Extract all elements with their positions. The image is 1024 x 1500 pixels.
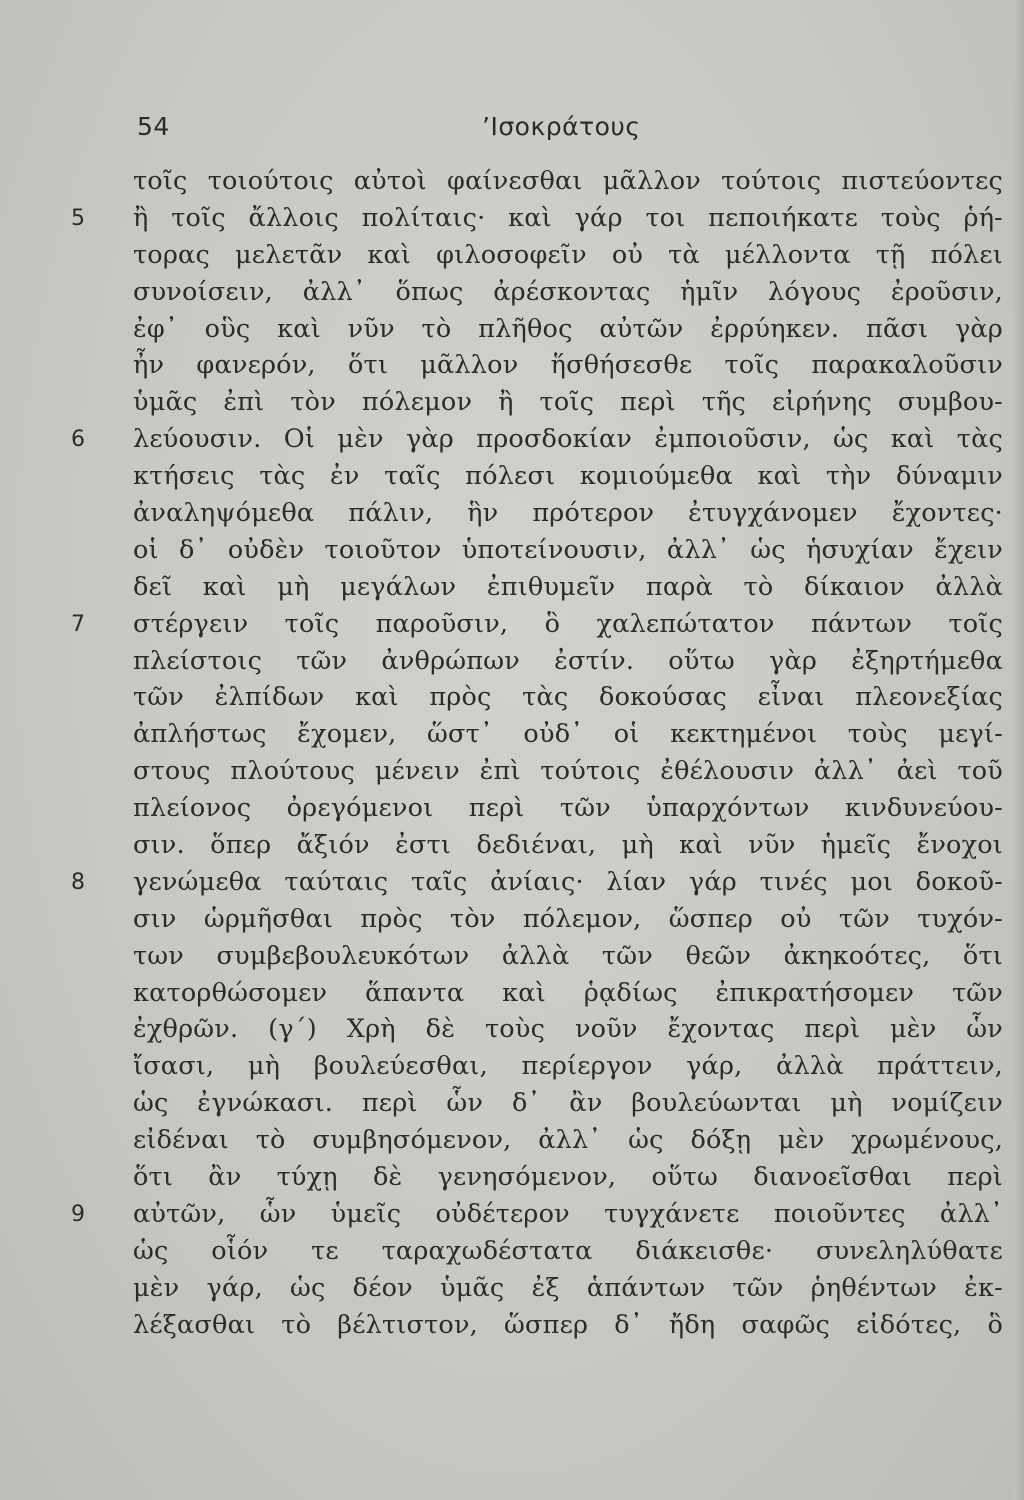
text-line — [0, 1232, 1024, 1269]
line-text: εἰδέναι τὸ συμβησόμενον, ἀλλ᾽ ὡς δόξῃ μὲν χρωμένους, — [133, 1125, 1003, 1156]
line-text: γενώμεθα ταύταις ταῖς ἀνίαις· λίαν γάρ τινές μοι δοκοῦ- — [133, 866, 1003, 897]
line-text: οἱ δ᾽ οὐδὲν τοιοῦτον ὑποτείνουσιν, ἀλλ᾽ ὡς ἡσυχίαν ἔχειν — [133, 534, 1003, 565]
line-text: ἐφ᾽ οὓς καὶ νῦν τὸ πλῆθος αὐτῶν ἐρρύηκεν. πᾶσι γὰρ — [133, 313, 1003, 344]
line-text: σιν. ὅπερ ἄξιόν ἐστι δεδιέναι, μὴ καὶ νῦν ἡμεῖς ἔνοχοι — [133, 830, 1003, 861]
section-number: 6 — [71, 427, 85, 453]
text-line — [0, 1269, 1024, 1306]
running-title: ’Ισοκράτους — [482, 112, 641, 141]
line-text: ὡς ἐγνώκασι. περὶ ὧν δ᾽ ἂν βουλεύωνται μὴ νομίζειν — [133, 1088, 1003, 1119]
text-line — [0, 568, 1024, 605]
line-text: ὅτι ἂν τύχῃ δὲ γενησόμενον, οὕτω διανοεῖσθαι περὶ — [133, 1162, 1003, 1193]
line-text: τοῖς τοιούτοις αὐτοὶ φαίνεσθαι μᾶλλον τούτοις πιστεύοντες — [133, 166, 1003, 196]
section-number: 9 — [71, 1201, 85, 1227]
text-line — [0, 863, 1024, 900]
section-number: 7 — [71, 611, 85, 637]
text-line — [0, 678, 1024, 715]
text-line — [0, 494, 1024, 531]
text-line — [0, 752, 1024, 789]
line-text: ἐχθρῶν. (γ΄) Χρὴ δὲ τοὺς νοῦν ἔχοντας περὶ μὲν ὧν — [133, 1014, 1003, 1045]
page-number: 54 — [137, 112, 170, 141]
line-text: ἀπλήστως ἔχομεν, ὥστ᾽ οὐδ᾽ οἱ κεκτημένοι τοὺς μεγί- — [133, 719, 1003, 750]
line-text: ὡς οἷόν τε ταραχωδέστατα διάκεισθε· συνεληλύθατε — [133, 1235, 1003, 1266]
line-text: πλείστοις τῶν ἀνθρώπων ἐστίν. οὕτω γὰρ ἐξηρτήμεθα — [133, 645, 1003, 676]
text-line — [0, 273, 1024, 310]
text-line — [0, 605, 1024, 642]
text-line — [0, 1084, 1024, 1121]
text-line — [0, 420, 1024, 457]
text-line — [0, 346, 1024, 383]
line-text: ἢ τοῖς ἄλλοις πολίταις· καὶ γάρ τοι πεποιήκατε τοὺς ῥή- — [133, 202, 1003, 233]
text-line — [0, 383, 1024, 420]
line-text: των συμβεβουλευκότων ἀλλὰ τῶν θεῶν ἀκηκοότες, ὅτι — [133, 940, 1003, 971]
text-line — [0, 531, 1024, 568]
text-line — [0, 1195, 1024, 1232]
text-line — [0, 1158, 1024, 1195]
line-text: κτήσεις τὰς ἐν ταῖς πόλεσι κομιούμεθα καὶ τὴν δύναμιν — [133, 461, 1003, 492]
line-text: συνοίσειν, ἀλλ᾽ ὅπως ἀρέσκοντας ἡμῖν λόγους ἐροῦσιν, — [133, 276, 1003, 307]
line-text: λεύουσιν. Οἱ μὲν γὰρ προσδοκίαν ἐμποιοῦσιν, ὡς καὶ τὰς — [133, 424, 1003, 455]
text-line — [0, 642, 1024, 679]
section-number: 5 — [71, 205, 85, 231]
text-line — [0, 236, 1024, 273]
text-line — [0, 1010, 1024, 1047]
text-line — [0, 900, 1024, 937]
line-text: μὲν γάρ, ὡς δέον ὑμᾶς ἐξ ἁπάντων τῶν ῥηθέντων ἐκ- — [133, 1272, 1003, 1303]
text-line — [0, 789, 1024, 826]
text-line — [0, 1047, 1024, 1084]
line-text: ὑμᾶς ἐπὶ τὸν πόλεμον ἢ τοῖς περὶ τῆς εἰρήνης συμβου- — [133, 387, 1003, 418]
greek-text-body — [0, 162, 1024, 1343]
line-text: ἦν φανερόν, ὅτι μᾶλλον ἥσθήσεσθε τοῖς παρακαλοῦσιν — [133, 350, 1003, 381]
line-text: πλείονος ὀρεγόμενοι περὶ τῶν ὑπαρχόντων κινδυνεύου- — [133, 793, 1003, 824]
line-text: σιν ὡρμῆσθαι πρὸς τὸν πόλεμον, ὥσπερ οὐ τῶν τυχόν- — [133, 903, 1003, 934]
text-line — [0, 457, 1024, 494]
line-text: στους πλούτους μένειν ἐπὶ τούτοις ἐθέλουσιν ἀλλ᾽ ἀεὶ τοῦ — [133, 756, 1003, 787]
text-line — [0, 310, 1024, 347]
text-line — [0, 1306, 1024, 1343]
line-text: κατορθώσομεν ἅπαντα καὶ ῥᾳδίως ἐπικρατήσομεν τῶν — [133, 977, 1003, 1008]
line-text: τορας μελετᾶν καὶ φιλοσοφεῖν οὐ τὰ μέλλοντα τῇ πόλει — [133, 239, 1003, 270]
text-line — [0, 162, 1024, 199]
text-line — [0, 826, 1024, 863]
line-text: στέργειν τοῖς παροῦσιν, ὃ χαλεπώτατον πάντων τοῖς — [133, 608, 1003, 639]
running-head — [0, 112, 1024, 152]
text-line — [0, 937, 1024, 974]
line-text: τῶν ἐλπίδων καὶ πρὸς τὰς δοκούσας εἶναι πλεονεξίας — [133, 682, 1003, 713]
text-line — [0, 974, 1024, 1011]
line-text: ἀναληψόμεθα πάλιν, ἣν πρότερον ἐτυγχάνομεν ἔχοντες· — [133, 498, 1003, 529]
line-text: δεῖ καὶ μὴ μεγάλων ἐπιθυμεῖν παρὰ τὸ δίκαιον ἀλλὰ — [133, 571, 1003, 602]
line-text: αὐτῶν, ὧν ὑμεῖς οὐδέτερον τυγχάνετε ποιοῦντες ἀλλ᾽ — [133, 1198, 1003, 1229]
text-line — [0, 1121, 1024, 1158]
text-line — [0, 199, 1024, 236]
line-text: ἴσασι, μὴ βουλεύεσθαι, περίεργον γάρ, ἀλλὰ πράττειν, — [133, 1051, 1003, 1082]
text-line — [0, 715, 1024, 752]
section-number: 8 — [71, 869, 85, 895]
line-text: λέξασθαι τὸ βέλτιστον, ὥσπερ δ᾽ ἤδη σαφῶς εἰδότες, ὃ — [133, 1309, 1003, 1340]
